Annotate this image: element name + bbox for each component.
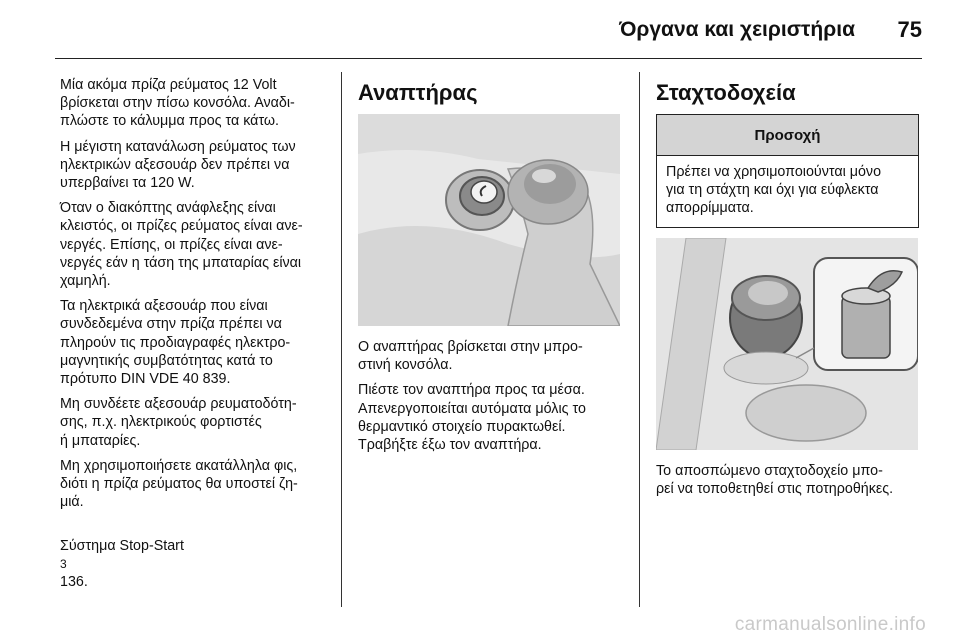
section-heading-ashtrays: Σταχτοδοχεία [656,80,796,105]
lighter-drawing [358,114,620,326]
section-heading-lighter: Αναπτήρας [358,80,478,105]
ashtray-drawing [656,238,918,450]
column-power-outlets [60,76,332,598]
caution-box [656,114,919,228]
paragraph: Πιέστε τον αναπτήρα προς τα μέσα. Απενεργοποιείται αυτόματα μόλις το θερμαντικό στοιχείο πυρακτωθεί. Τραβήξτε έξω τον αναπτήρα. [358,382,586,454]
column-cigarette-lighter [358,80,620,461]
column-ashtrays [656,80,919,505]
page-number: 75 [897,17,922,42]
paragraph: Ο αναπτήρας βρίσκεται στην μπρο- στινή κονσόλα. [358,339,583,374]
paragraph: Όταν ο διακόπτης ανάφλεξης είναι κλειστός, οι πρίζες ρεύματος είναι ανε- νεργές. Επίσης, οι πρίζες είναι ανε- νεργές εάν η τάση της μπαταρίας είναι χαμηλή. [60,200,303,290]
reference-page: 136. [60,574,88,591]
column-divider-2 [639,72,640,607]
watermark: carmanualsonline.info [734,614,926,635]
cross-reference[interactable] [60,518,332,591]
figure-caption: Το αποσπώμενο σταχτοδοχείο μπο- ρεί να τοποθετηθεί στις ποτηροθήκες. [656,462,894,497]
header-divider [55,58,922,59]
arrow-reference-icon: 3 [60,556,67,571]
paragraph: Μη χρησιμοποιήσετε ακατάλληλα φις, διότι η πρίζα ρεύματος θα υποστεί ζη- μιά. [60,457,298,511]
page-header [0,0,960,58]
paragraph: Η μέγιστη κατανάλωση ρεύματος των ηλεκτρικών αξεσουάρ δεν πρέπει να υπερβαίνει τα 120 W. [60,138,296,192]
page-title: Όργανα και χειριστήρια [619,18,855,41]
paragraph: Μη συνδέετε αξεσουάρ ρευματοδότη- σης, π.χ. ηλεκτρικούς φορτιστές ή μπαταρίες. [60,396,297,449]
paragraph: Τα ηλεκτρικά αξεσουάρ που είναι συνδεδεμένα στην πρίζα πρέπει να πληρούν τις προδιαγραφές ηλεκτρο- μαγνητικής συμβατότητας κατά το πρότυπο DIN VDE 40 839. [60,298,291,388]
column-divider-1 [341,72,342,607]
paragraph: Μία ακόμα πρίζα ρεύματος 12 Volt βρίσκεται στην πίσω κονσόλα. Αναδι- πλώστε το κάλυμμα προς τα κάτω. [60,77,295,130]
caution-text: Πρέπει να χρησιμοποιούνται μόνο για τη στάχτη και όχι για εύφλεκτα απορρίμματα. [666,164,882,217]
ashtray-illustration [656,238,918,450]
reference-text: Σύστημα Stop-Start [60,537,184,554]
lighter-illustration [358,114,620,326]
caution-title: Προσοχή [657,115,918,156]
